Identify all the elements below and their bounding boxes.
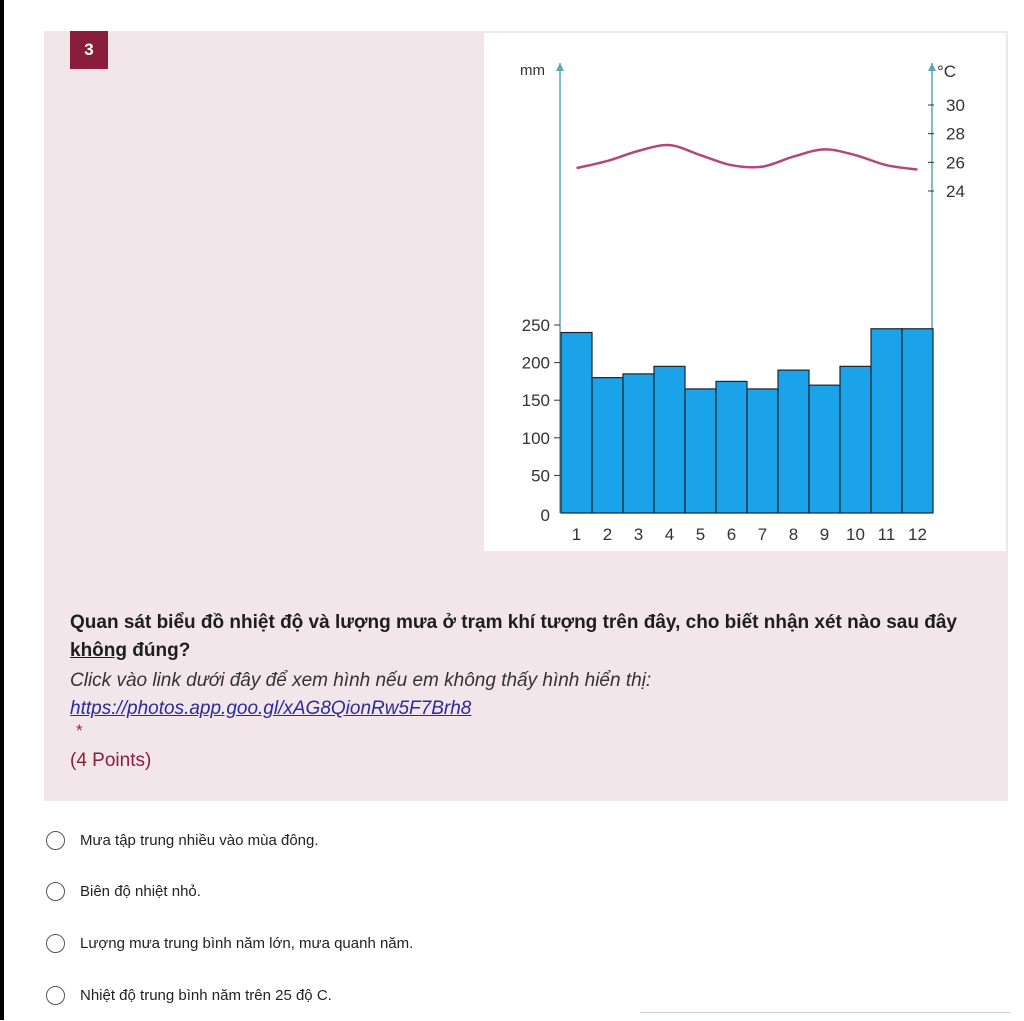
x-tick-label: 3 xyxy=(633,525,644,544)
option-label: Biên độ nhiệt nhỏ. xyxy=(80,882,201,900)
rainfall-bar-6 xyxy=(716,381,747,513)
question-card xyxy=(44,31,1008,801)
left-tick-label: 150 xyxy=(521,391,550,411)
rainfall-bar-8 xyxy=(778,370,809,513)
rainfall-bar-7 xyxy=(747,389,778,513)
right-tick-label: 30 xyxy=(946,96,965,115)
rainfall-bar-3 xyxy=(623,374,654,513)
radio-button[interactable] xyxy=(46,934,65,953)
right-tick-label: 24 xyxy=(946,182,965,201)
x-tick-label: 4 xyxy=(664,525,675,544)
left-axis-arrow xyxy=(556,63,564,71)
photo-link[interactable]: https://photos.app.goo.gl/xAG8QionRw5F7Brh8 xyxy=(70,698,472,719)
option-label: Lượng mưa trung bình năm lớn, mưa quanh năm. xyxy=(80,934,414,952)
left-tick-label: 200 xyxy=(521,353,550,373)
x-tick-label: 2 xyxy=(602,525,613,544)
x-tick-label: 6 xyxy=(726,525,737,544)
radio-button[interactable] xyxy=(46,882,65,901)
radio-button[interactable] xyxy=(46,831,65,850)
right-tick-label: 28 xyxy=(946,124,965,144)
temperature-line xyxy=(577,145,918,169)
radio-button[interactable] xyxy=(46,986,65,1005)
rainfall-bar-9 xyxy=(809,385,840,513)
climate-chart xyxy=(484,33,1006,551)
question-hint: Click vào link dưới đây để xem hình nếu em không thấy hình hiển thị: xyxy=(70,670,652,691)
x-tick-label: 11 xyxy=(877,525,896,544)
rainfall-bar-2 xyxy=(592,378,623,513)
answer-option-3[interactable] xyxy=(46,931,413,955)
left-edge-bar xyxy=(0,0,4,1020)
question-number-badge: 3 xyxy=(70,31,108,69)
x-tick-label: 5 xyxy=(695,525,706,544)
x-tick-label: 1 xyxy=(571,525,582,544)
left-tick-label: 0 xyxy=(540,506,550,525)
climate-chart-svg xyxy=(484,33,1006,551)
option-label: Mưa tập trung nhiều vào mùa đông. xyxy=(80,831,319,849)
required-marker: * xyxy=(76,721,83,740)
x-tick-label: 10 xyxy=(846,525,865,544)
right-tick-label: 26 xyxy=(946,153,965,173)
option-label: Nhiệt độ trung bình năm trên 25 độ C. xyxy=(80,986,332,1004)
left-tick-label: 50 xyxy=(531,466,550,486)
rainfall-bar-10 xyxy=(840,366,871,513)
question-title: Quan sát biểu đồ nhiệt độ và lượng mưa ở trạm khí tượng trên đây, cho biết nhận xét nào sau đây không đúng? xyxy=(70,612,957,661)
right-axis-label: °C xyxy=(937,62,957,81)
left-tick-label: 100 xyxy=(521,428,550,448)
rainfall-bar-5 xyxy=(685,389,716,513)
rainfall-bar-1 xyxy=(561,333,592,513)
x-tick-label: 7 xyxy=(757,525,768,544)
x-tick-label: 12 xyxy=(908,525,927,544)
x-tick-label: 9 xyxy=(819,525,830,544)
answer-option-2[interactable] xyxy=(46,879,201,903)
left-axis-label: mm xyxy=(520,62,545,79)
x-tick-label: 8 xyxy=(788,525,799,544)
answer-option-1[interactable] xyxy=(46,828,319,852)
question-points: (4 Points) xyxy=(70,750,152,771)
rainfall-bar-4 xyxy=(654,366,685,513)
answer-option-4[interactable] xyxy=(46,983,332,1007)
rainfall-bar-12 xyxy=(902,329,933,513)
underlined-word: không xyxy=(70,640,127,661)
right-axis-arrow xyxy=(928,63,936,71)
rainfall-bar-11 xyxy=(871,329,902,513)
left-tick-label: 250 xyxy=(521,316,550,335)
